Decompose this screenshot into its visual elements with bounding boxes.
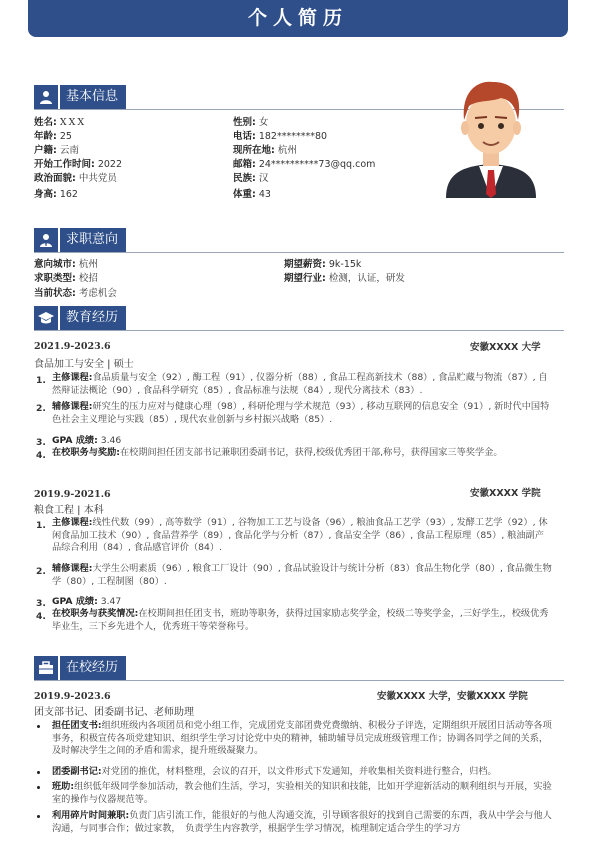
field-status: 当前状态: 考虑机会 <box>34 288 117 299</box>
edu-school: 安徽XXXX 学院 <box>470 488 541 499</box>
briefcase-icon <box>34 656 58 680</box>
section-education <box>34 306 126 330</box>
section-campus <box>34 656 126 680</box>
avatar <box>441 76 541 198</box>
field-weight: 体重: 43 <box>233 189 271 200</box>
campus-item: 团委副书记:对党团的推优，材料整理，会议的召开，以文件形式下发通知，并收集相关资料进行整合，归档。 <box>52 766 497 777</box>
campus-item: 班助:组织低年级同学参加活动，教会他们生活，学习，实验相关的知识和技能，比如开学迎新活动的顺利组织与开展，实验室的操作与仪器规范等。 <box>52 781 552 805</box>
field-gender: 性别: 女 <box>233 117 269 128</box>
field-height: 身高: 162 <box>34 189 78 200</box>
page-title: 个人简历 <box>28 0 568 37</box>
edu-school: 安徽XXXX 大学 <box>470 342 541 353</box>
field-job-type: 求职类型: 校招 <box>34 273 98 284</box>
edu-gpa: GPA 成绩: 3.47 <box>52 596 122 607</box>
edu-gpa: GPA 成绩: 3.46 <box>52 435 122 446</box>
field-phone: 电话: 182********80 <box>233 131 328 142</box>
person-tie-icon <box>34 228 58 252</box>
section-title: 基本信息 <box>60 85 126 109</box>
edu-date: 2021.9-2023.6 <box>34 341 111 352</box>
field-salary: 期望薪资: 9k-15k <box>284 259 362 270</box>
edu-major: 粮食工程 | 本科 <box>34 505 104 516</box>
edu-minor: 辅修课程:研究生的压力应对与健康心理（98）, 科研伦理与学术规范（93）, 移动互联网的信息安全（91）, 新时代中国特色社会主义理论与实践（85）, 现代农业创新与乡村振兴战略（85）. <box>52 401 550 425</box>
field-industry: 期望行业: 检测，认证，研发 <box>284 273 405 284</box>
field-city: 意向城市: 杭州 <box>34 259 98 270</box>
edu-award: 在校职务与奖励:在校期间担任团支部书记兼职团委副书记，获得,校级优秀团干部,称号，获得国家三等奖学金。 <box>52 447 503 458</box>
field-age: 年龄: 25 <box>34 131 72 142</box>
field-location: 现所在地: 杭州 <box>233 145 297 156</box>
field-nation: 民族: 汉 <box>233 173 269 184</box>
section-title: 在校经历 <box>60 656 126 680</box>
section-basic-info <box>34 85 126 109</box>
edu-courses: 主修课程:线性代数（99）, 高等数学（91）, 谷物加工工艺与设备（96）, 粮油食品工艺学（93）, 发酵工艺学（92）, 休闲食品加工技术（90）, 食品营养学（89）, 食品化学与分析（87）, 食品安全学（86）, 食品工程原理（85）, 粮油副产品综合利用（84）, 食品感官评价（84）. <box>52 517 548 553</box>
edu-award: 在校职务与获奖情况:在校期间担任团支书，班助等职务，获得过国家励志奖学金，校级二等奖学金，,三好学生,，校级优秀毕业生，三下乡先进个人，优秀班干等荣誉称号。 <box>52 608 549 632</box>
campus-date: 2019.9-2023.6 <box>34 691 111 702</box>
section-title: 求职意向 <box>60 228 126 252</box>
field-start-work: 开始工作时间: 2022 <box>34 159 123 170</box>
campus-item: 利用碎片时间兼职:负责门店引流工作，能很好的与他人沟通交流，引导顾客很好的找到自己需要的东西，我从中学会与他人沟通，与同事合作；做过家教， 负责学生内容教学，根据学生学习情况，梳理制定适合学生的学习方 <box>52 810 552 834</box>
campus-school: 安徽XXXX 大学，安徽XXXX 学院 <box>377 691 528 702</box>
field-political: 政治面貌: 中共党员 <box>34 173 117 184</box>
field-email: 邮箱: 24**********73@qq.com <box>233 159 376 170</box>
edu-minor: 辅修课程:大学生公明素质（96）, 粮食工厂设计（90）, 食品试验设计与统计分析（83）食品生物化学（80）, 食品微生物学（80）, 工程制图（80）. <box>52 563 552 587</box>
edu-major: 食品加工与安全 | 硕士 <box>34 359 134 370</box>
edu-courses: 主修课程:食品质量与安全（92）, 酶工程（91）, 仪器分析（88）, 食品工程高新技术（88）, 食品贮藏与物流（87）, 自然辩证法概论（90）, 食品科学研究（85）, 食品标准与法规（84）, 现代分离技术（83）. <box>52 372 548 396</box>
section-title: 教育经历 <box>60 306 126 330</box>
campus-role: 团支部书记、团委副书记、老师助理 <box>34 707 194 718</box>
field-name: 姓名: XXX <box>34 117 87 128</box>
edu-date: 2019.9-2021.6 <box>34 489 111 500</box>
graduation-cap-icon <box>34 306 58 330</box>
campus-item: 担任团支书:组织班级内各项团员和党小组工作，完成团党支部团费党费缴纳、积极分子评选，定期组织开展团日活动等各项事务，积极宣传各项党建知识、组织学生学习讨论党中央的精神，辅助辅导员完成班级管理工作；协调各同学之间的关系，及时解决学生之间的矛盾和需求，提升班级凝聚力。 <box>52 720 552 756</box>
section-job-intent <box>34 228 126 252</box>
person-icon <box>34 85 58 109</box>
field-hukou: 户籍: 云南 <box>34 145 79 156</box>
